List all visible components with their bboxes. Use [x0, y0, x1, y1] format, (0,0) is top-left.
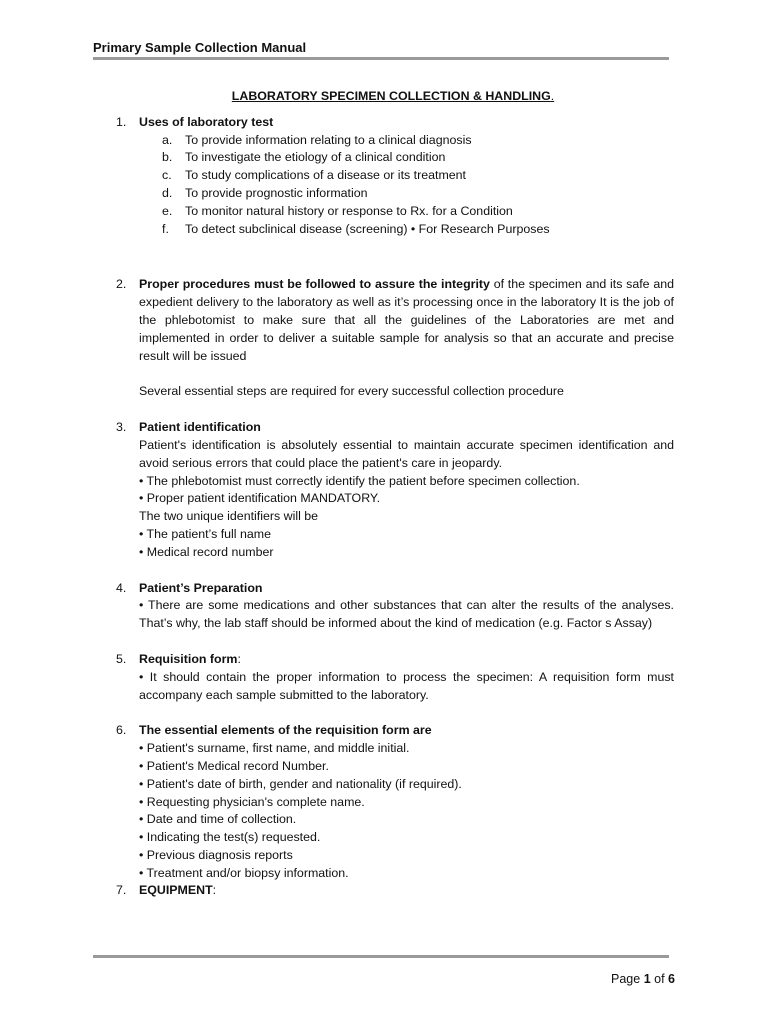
footer-divider	[93, 955, 669, 958]
section-equipment	[112, 882, 674, 900]
list-item-text: To provide prognostic information	[185, 185, 368, 200]
section-requisition-elements	[112, 722, 674, 882]
section-heading-colon: :	[212, 883, 217, 898]
list-item-text: To provide information relating to a clinical diagnosis	[185, 132, 472, 147]
spacer	[112, 562, 674, 580]
section-body-text: • There are some medications and other substances that can alter the results of the analyses. That’s why, the lab staff should be informed about the kind of medication (e.g. Factor s Assay)	[139, 598, 674, 631]
section-heading: Patient’s Preparation	[139, 580, 263, 595]
section-heading-line	[139, 882, 674, 900]
section-number: 4.	[116, 580, 127, 595]
list-item-text: To detect subclinical disease (screening) • For Research Purposes	[185, 221, 550, 236]
section-paragraph	[139, 276, 674, 365]
section-patient-preparation	[112, 580, 674, 633]
bullet-line: • The phlebotomist must correctly identify the patient before specimen collection.	[139, 473, 580, 488]
list-item	[139, 221, 674, 239]
section-heading: Uses of laboratory test	[139, 114, 274, 129]
page-header-title: Primary Sample Collection Manual	[93, 40, 307, 55]
section-requisition-form	[112, 651, 674, 704]
spacer	[112, 238, 674, 276]
section-heading: The essential elements of the requisition form are	[139, 723, 432, 738]
document-title	[112, 88, 674, 106]
section-heading: Patient identification	[139, 420, 261, 435]
section-body-text: Patient's identification is absolutely essential to maintain accurate specimen identification and avoid serious errors that could place the patient's care in jeopardy.	[139, 437, 674, 470]
section-heading-line	[139, 651, 674, 669]
list-item-letter: e.	[162, 203, 173, 218]
list-item	[139, 132, 674, 150]
section-heading: EQUIPMENT	[139, 883, 213, 898]
list-item-text: To monitor natural history or response to Rx. for a Condition	[185, 203, 513, 218]
text-line: The two unique identifiers will be	[139, 509, 319, 524]
section-number: 6.	[116, 723, 127, 738]
page-label: Page	[611, 972, 641, 986]
section-body-text: • It should contain the proper information to process the specimen: A requisition form must accompany each sample submitted to the laboratory.	[139, 669, 674, 702]
page-number	[611, 972, 675, 986]
list-item-letter: f.	[162, 221, 169, 236]
section-number: 7.	[116, 883, 127, 898]
section-number: 5.	[116, 651, 127, 666]
bullet-line: • Patient's surname, first name, and middle initial.	[139, 741, 410, 756]
list-item-letter: a.	[162, 132, 173, 147]
list-item	[139, 185, 674, 203]
section-proper-procedures	[112, 276, 674, 401]
section-body-text: of the specimen and its safe and expedient delivery to the laboratory as well as it’s processing once in the laboratory It is the job of the phlebotomist to make sure that all the guidelines of the Laboratories are met and implemented in order to deliver a suitable sample for analysis so that an accurate and precise result will be issued	[139, 277, 675, 363]
page-of-label: of	[654, 972, 665, 986]
list-item-text: To study complications of a disease or its treatment	[185, 168, 466, 183]
bullet-line: • Treatment and/or biopsy information.	[139, 865, 349, 880]
list-item-letter: c.	[162, 168, 172, 183]
section-heading: Proper procedures must be followed to assure the integrity	[139, 277, 490, 292]
bullet-line: • Indicating the test(s) requested.	[139, 830, 321, 845]
bullet-line: • Requesting physician's complete name.	[139, 794, 365, 809]
section-number: 2.	[116, 277, 127, 292]
spacer	[139, 365, 674, 383]
spacer	[112, 401, 674, 419]
list-item-text: To investigate the etiology of a clinical condition	[185, 150, 446, 165]
page-current: 1	[643, 972, 651, 986]
section-number: 3.	[116, 420, 127, 435]
bullet-line: • Medical record number	[139, 544, 274, 559]
uses-list	[139, 132, 674, 239]
list-item-letter: b.	[162, 150, 173, 165]
spacer	[112, 633, 674, 651]
bullet-line: • Date and time of collection.	[139, 812, 297, 827]
document-body	[112, 88, 674, 900]
header-divider	[93, 57, 669, 60]
section-uses-of-laboratory-test	[112, 114, 674, 239]
list-item	[139, 167, 674, 185]
bullet-line: • Patient's Medical record Number.	[139, 758, 329, 773]
bullet-line: • Proper patient identification MANDATORY.	[139, 491, 381, 506]
document-title-text: LABORATORY SPECIMEN COLLECTION & HANDLING	[231, 89, 551, 103]
list-item	[139, 203, 674, 221]
document-title-period: .	[550, 89, 555, 103]
bullet-line: • The patient’s full name	[139, 526, 271, 541]
spacer	[112, 704, 674, 722]
page-total: 6	[668, 972, 675, 986]
section-patient-identification	[112, 419, 674, 561]
section-heading: Requisition form	[139, 651, 238, 666]
list-item	[139, 149, 674, 167]
bullet-line: • Patient's date of birth, gender and nationality (if required).	[139, 776, 462, 791]
list-item-letter: d.	[162, 185, 173, 200]
section-number: 1.	[116, 114, 127, 129]
section-heading-colon: :	[237, 651, 241, 666]
section-note: Several essential steps are required for every successful collection procedure	[139, 384, 564, 399]
bullet-line: • Previous diagnosis reports	[139, 847, 293, 862]
